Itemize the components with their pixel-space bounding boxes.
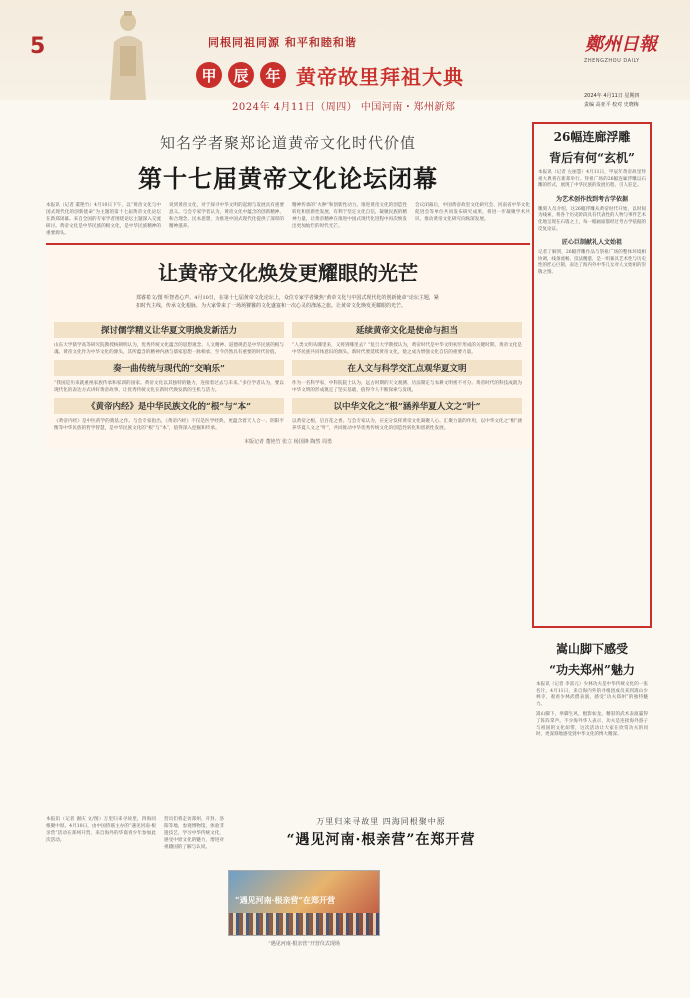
camp-photo-people bbox=[229, 913, 379, 935]
header-date: 2024年 4月11日（周四） 中国河南・郑州新郑 bbox=[232, 102, 456, 113]
title-rest: 黄帝故里拜祖大典 bbox=[296, 64, 464, 89]
section-text: 山东大学儒学高等研究院教授杨朝明认为，优秀传统文化蕴含的思想观念、人文精神、道德规范是中华民族的根与魂。黄帝文化作为中华文化的源头，其所蕴含的精神内涵与儒家思想一脉相承，至今仍然具有重要的时代价值。 bbox=[54, 343, 284, 355]
sidebar-paragraph-1: 雕刻人员介绍，这26幅浮雕从黄帝时代开始，以时间为线索，将各个历史阶段具有代表性的人物与事件艺术化地呈现在石墙之上，每一幅画面都经过考古学依据的反复论证。 bbox=[538, 206, 646, 232]
header-slogan: 同根同祖同源 和平和睦和谐 bbox=[208, 36, 357, 49]
sidebar-title-3: 嵩山脚下感受 bbox=[555, 642, 628, 656]
issue-meta bbox=[584, 92, 639, 110]
lower-article bbox=[46, 816, 530, 851]
newspaper-logo-en: ZHENGZHOU DAILY bbox=[584, 58, 640, 64]
featured-article bbox=[46, 243, 530, 449]
camp-photo bbox=[228, 870, 380, 936]
camp-photo-banner: “遇见河南·根亲营”在郑开营 bbox=[235, 895, 335, 905]
sidebar-paragraph-2: 记者了解到，26幅浮雕作品与祭祖广场的整体环境相协调，线条流畅，技法精湛，是一组兼具艺术性与历史性的匠心巨制，表达了海内外中华儿女对人文始祖的崇敬之情。 bbox=[538, 250, 646, 275]
sidebar-paragraph-3: 本报讯（记者 李富元）少林功夫是中华传统文化的一张名片。4月11日，来自海内外的寻根团成员来到嵩山少林寺，观看少林武僧表演，感受“功夫郑州”的独特魅力。 bbox=[536, 682, 648, 707]
lower-body-1: 本报讯（记者 谢庆 文/图）万里归来寻故里，四海同根聚中原。4月10日，由中国侨联主办的“遇见河南·根亲营”活动在郑州开营，来自海外的华裔青少年参加此次活动。 bbox=[46, 817, 156, 843]
section-heading: 探讨儒学精义让华夏文明焕发新活力 bbox=[54, 322, 284, 338]
section-heading: 《黄帝内经》是中华民族文化的“根”与“本” bbox=[54, 398, 284, 414]
section-text: 作为一名科学家，中科院院士认为，远古时期的天文观测、历法制定与农耕文明密不可分。黄帝时代的科技成就为中华文明的形成奠定了坚实基础，值得今人不断探索与发现。 bbox=[292, 381, 522, 393]
lower-body-2: 营员们将走访郑州、开封、洛阳等地，参观博物馆，体验非遗技艺，学习中华传统文化，感受中原文化的魅力，增进对祖籍国的了解与认同。 bbox=[164, 817, 224, 850]
section-heading: 在人文与科学交汇点观华夏文明 bbox=[292, 360, 522, 376]
article-kicker: 知名学者聚郑论道黄帝文化时代价值 bbox=[159, 134, 416, 152]
page-header bbox=[0, 0, 690, 118]
article-col-2: 说到黄帝文化，对于探寻中华文明的起源与发展具有重要意义。与会专家学者认为，黄帝文化中蕴含的创新精神、和合理念、民本思想，为推进中国式现代化提供了深厚的精神滋养。 bbox=[169, 203, 284, 229]
camp-photo-caption: “遇见河南·根亲营”开营仪式现场 bbox=[268, 941, 340, 947]
article-col-3: 精神传承的“火种”和创新性动力。推进黄帝文化的创造性转化和创新性发展，有利于坚定文化自信，凝聚民族的精神力量，让黄帝精神在推进中国式现代化进程中再次焕发出更加灿烂的时代光芒。 bbox=[292, 203, 407, 229]
section-text: “我国是历来就重视家族传承和家训的国家。黄帝文化以其独特的魅力，连接着过去与未来。”多位学者认为，要以现代化的表达方式讲好黄帝故事，让优秀传统文化在新时代焕发新的生机与活力。 bbox=[54, 381, 284, 393]
section-heading: 以中华文化之“根”涵养华夏人文之“叶” bbox=[292, 398, 522, 414]
sidebar-paragraph-4: 嵩山脚下，拳脚生风，棍影如龙。精彩的武术表演赢得了阵阵掌声。不少海外华人表示，功夫是连接海外游子与祖国的文化纽带，这次活动让大家在欣赏功夫的同时，更深刻地感受到中华文化的博大精深。 bbox=[536, 712, 648, 738]
featured-body bbox=[46, 318, 530, 438]
featured-title: 让黄帝文化焕发更耀眼的光芒 bbox=[158, 261, 418, 285]
title-char-1: 甲 bbox=[196, 62, 222, 88]
sidebar-intro: 本报讯（记者 左丽慧）4月11日，甲辰年黄帝故里拜祖大典将在新郑举行。拜祖广场的26幅连廊浮雕以石雕的形式，展现了中华民族的发展历程，引人驻足。 bbox=[538, 170, 646, 189]
article-body bbox=[46, 202, 530, 237]
sidebar-lower bbox=[532, 636, 652, 739]
article-col-1: 本报讯（记者 董艳竹）4月10日下午，以“黄帝文化与中国式现代化的创新使命”为主题的第十七届黄帝文化论坛在新郑闭幕。来自全国的专家学者围绕论坛主题深入交流研讨。黄帝文化是中华民族的根文化，是中华民族精神的重要源头。 bbox=[46, 203, 161, 236]
article-headline: 第十七届黄帝文化论坛闭幕 bbox=[138, 164, 438, 193]
article-col-4: 会议闭幕后，中国黄帝故里文化研究会、河南省中华文化促进会等单位共同发布研究成果，将进一步凝聚学术共识，推动黄帝文化研究向纵深发展。 bbox=[415, 203, 530, 222]
sidebar-title-2: 背后有何“玄机” bbox=[549, 151, 635, 165]
section-heading: 延续黄帝文化是使命与担当 bbox=[292, 322, 522, 338]
section-heading: 奏一曲传统与现代的“交响乐” bbox=[54, 360, 284, 376]
lower-kicker: 万里归来寻故里 四海同根聚中原 bbox=[316, 817, 446, 826]
sidebar-title-1: 26幅连廊浮雕 bbox=[553, 130, 631, 144]
lower-title-block bbox=[232, 816, 530, 851]
yellow-emperor-statue-icon bbox=[96, 6, 160, 100]
title-char-3: 年 bbox=[260, 62, 286, 88]
sidebar-title-4: “功夫郑州”魅力 bbox=[549, 663, 635, 677]
featured-col-left bbox=[54, 318, 284, 432]
newspaper-logo: 鄭州日報 bbox=[585, 34, 657, 55]
title-char-2: 辰 bbox=[228, 62, 254, 88]
issue-date: 2024年 4月11日 星期四 bbox=[584, 93, 640, 99]
page-number: 5 bbox=[30, 34, 46, 59]
main-column bbox=[46, 122, 530, 449]
featured-col-right bbox=[292, 318, 522, 432]
sidebar-box bbox=[532, 122, 652, 628]
issue-editor: 责编 高亚平 校对 史晓梅 bbox=[584, 102, 639, 108]
featured-byline: 本版记者 董艳竹 张立 杨国锋 陶然 周勇 bbox=[244, 439, 332, 445]
section-text: 以黄帝之根，启百花之香。与会专家认为，应充分发挥黄帝文化凝聚人心、汇聚力量的作用，以中华文化之“根”涵养华夏人文之“叶”，共同推动中华优秀传统文化的创造性转化和创新性发展。 bbox=[292, 419, 522, 431]
lower-headline: “遇见河南·根亲营”在郑开营 bbox=[286, 832, 476, 848]
header-title bbox=[196, 60, 464, 90]
sidebar-subheading-1: 为艺术创作找到考古学依据 bbox=[555, 195, 628, 203]
sidebar-subheading-2: 匠心巨制献礼人文始祖 bbox=[561, 239, 622, 247]
section-text: “人类文明从哪里来，又将到哪里去？”复旦大学教授认为，黄帝时代是中华文明初步形成的关键时期，黄帝文化是中华民族共同体意识的源头。新时代要延续黄帝文化，使之成为增强文化自信的重要力量。 bbox=[292, 343, 522, 355]
featured-lead: 郑睿希文/图 听智者心声。4月10日，在第十七届黄帝文化论坛上，众位专家学者聚焦“黄帝文化与中国式现代化的创新使命”论坛主题，紧扣时代主线，传承文化根脉，为大家带来了一场场饕餮的文化盛宴和一次心灵的涤荡之旅。让黄帝文化焕发更耀眼的光芒。 bbox=[136, 295, 439, 309]
section-text: 《黄帝内经》是中医药学的奠基之作。与会专家指出，《黄帝内经》不仅是医学经典，更蕴含着天人合一、阴阳平衡等中华民族的哲学智慧，是中华民族文化的“根”与“本”，值得深入挖掘和传承。 bbox=[54, 419, 284, 431]
